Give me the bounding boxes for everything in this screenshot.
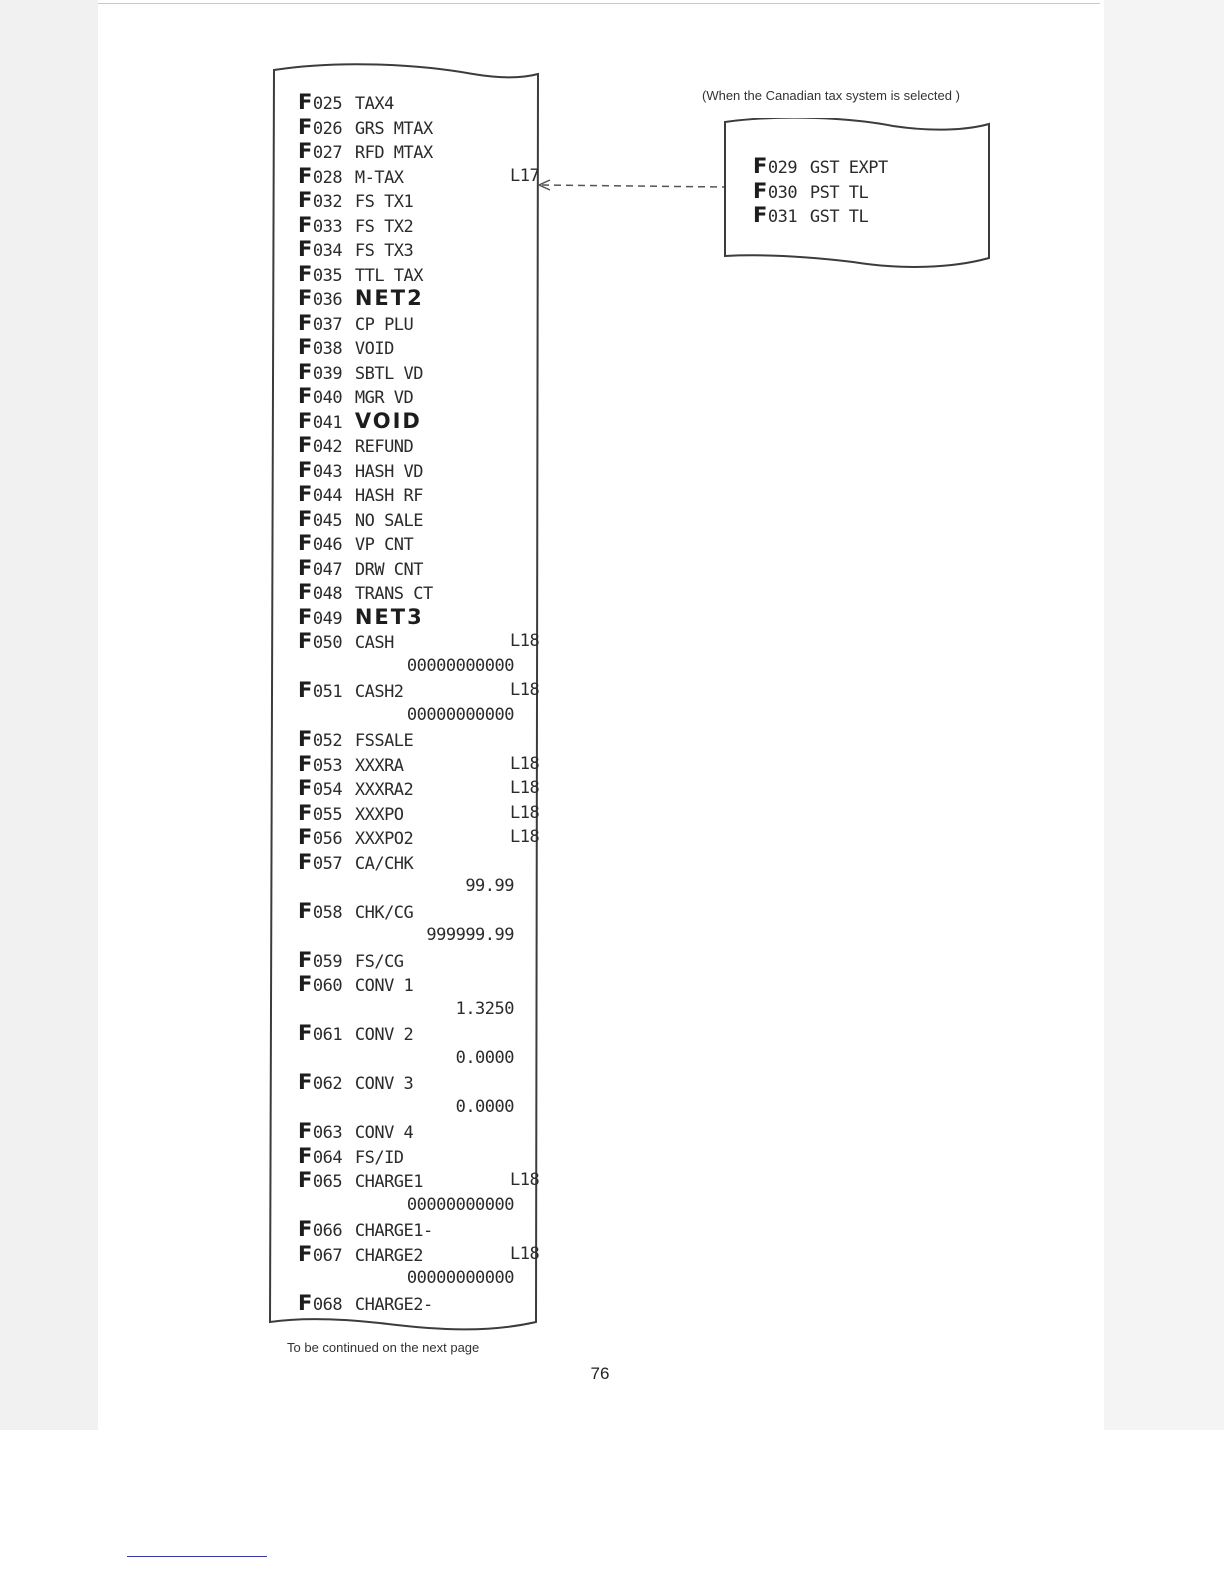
function-label: FS/ID (354, 1147, 404, 1168)
receipt-line (298, 556, 514, 580)
receipt-value-line (298, 923, 514, 947)
function-prefix: F (298, 139, 312, 163)
function-number: 034 (312, 241, 343, 261)
function-label: CHARGE2- (354, 1294, 433, 1315)
function-number: 050 (312, 633, 343, 653)
function-prefix: F (298, 335, 312, 359)
line-code: L18 (510, 778, 540, 798)
receipt-line (298, 409, 514, 433)
line-code: L18 (510, 802, 540, 823)
function-label: DRW CNT (354, 559, 424, 580)
function-prefix: F (298, 751, 312, 776)
receipt-line (298, 433, 514, 457)
function-prefix: F (298, 212, 312, 237)
function-prefix: F (298, 776, 312, 800)
function-prefix: F (298, 531, 312, 555)
function-prefix: F (298, 678, 312, 702)
function-number: 060 (312, 976, 343, 996)
function-number: 056 (312, 829, 343, 849)
function-prefix: F (298, 506, 312, 531)
setting-value: 00000000000 (406, 704, 514, 725)
function-prefix: F (298, 800, 312, 825)
receipt-line (753, 203, 963, 227)
receipt-line (298, 262, 514, 286)
receipt-line (298, 727, 514, 751)
receipt-line (298, 1119, 514, 1143)
function-prefix: F (298, 727, 312, 751)
receipt-line (298, 1144, 514, 1168)
function-number: 039 (312, 363, 343, 384)
function-number: 067 (312, 1245, 343, 1266)
receipt-line (298, 605, 514, 629)
receipt-line (298, 139, 514, 163)
receipt-line (298, 360, 514, 384)
setting-value: 00000000000 (406, 1268, 514, 1288)
function-prefix: F (753, 154, 767, 178)
receipt-line (298, 1070, 514, 1094)
function-prefix: F (298, 261, 312, 286)
receipt-line (298, 1291, 514, 1315)
function-number: 047 (312, 559, 343, 580)
function-number: 062 (312, 1074, 343, 1094)
function-number: 037 (312, 314, 343, 335)
function-number: 057 (312, 853, 343, 874)
function-prefix: F (298, 90, 312, 114)
line-code: L18 (510, 1170, 540, 1190)
receipt-line (298, 458, 514, 482)
function-label: NET2 (354, 286, 424, 310)
function-number: 068 (312, 1294, 343, 1315)
function-prefix: F (298, 898, 312, 923)
function-label: HASH VD (354, 461, 424, 482)
function-label: CONV 3 (354, 1074, 414, 1094)
function-prefix: F (298, 163, 312, 188)
receipt-line (298, 850, 514, 874)
receipt-value-line (298, 654, 514, 678)
canadian-tax-receipt (723, 118, 991, 274)
function-label: FS TX3 (354, 241, 414, 261)
function-label: PST TL (809, 182, 869, 203)
receipt-line (298, 531, 514, 555)
line-code: L18 (510, 827, 540, 847)
function-label: CASH2 (354, 682, 404, 702)
receipt-line (298, 213, 514, 237)
receipt-line (298, 1217, 514, 1241)
function-label: FS/CG (354, 951, 404, 972)
function-prefix: F (298, 188, 312, 212)
function-number: 045 (312, 510, 343, 531)
receipt-line (298, 163, 540, 188)
function-label: RFD MTAX (354, 143, 433, 163)
function-number: 061 (312, 1025, 343, 1045)
function-prefix: F (298, 1290, 312, 1315)
function-number: 055 (312, 804, 343, 825)
function-label: FS TX2 (354, 216, 414, 237)
function-number: 038 (312, 339, 343, 359)
receipt-line (298, 482, 514, 506)
function-label: MGR VD (354, 388, 414, 408)
function-label: CONV 2 (354, 1025, 414, 1045)
function-label: GST TL (809, 207, 869, 227)
bottom-link-rule (127, 1556, 267, 1557)
function-prefix: F (298, 972, 312, 996)
setting-value: 999999.99 (426, 925, 514, 945)
function-label: CHARGE2 (354, 1245, 424, 1266)
function-label: VOID (354, 408, 422, 433)
receipt-line (298, 1021, 514, 1045)
function-label: FS TX1 (354, 192, 414, 212)
setting-value: 0.0000 (455, 1047, 514, 1068)
function-prefix: F (298, 359, 312, 384)
setting-value: 99.99 (465, 876, 514, 896)
function-prefix: F (298, 1143, 312, 1168)
receipt-line (298, 825, 540, 849)
function-prefix: F (298, 1070, 312, 1094)
setting-value: 00000000000 (406, 655, 514, 676)
function-prefix: F (753, 178, 767, 203)
function-number: 036 (312, 290, 343, 310)
function-label: XXXRA (354, 755, 404, 776)
function-label: M-TAX (354, 167, 404, 188)
function-prefix: F (298, 286, 312, 310)
function-prefix: F (298, 604, 312, 629)
function-label: CP PLU (354, 314, 414, 335)
dashed-arrow (536, 170, 726, 200)
function-number: 025 (312, 94, 343, 114)
receipt-value-line (298, 703, 514, 727)
receipt-line (298, 188, 514, 212)
function-prefix: F (298, 849, 312, 874)
function-number: 035 (312, 265, 343, 286)
function-prefix: F (298, 384, 312, 408)
function-number: 058 (312, 902, 343, 923)
function-label: CONV 1 (354, 976, 414, 996)
receipt-line (298, 507, 514, 531)
function-label: CHARGE1- (354, 1221, 433, 1241)
receipt-line (298, 800, 540, 825)
function-number: 063 (312, 1123, 343, 1143)
line-code: L17 (510, 165, 540, 186)
receipt-line (298, 629, 540, 653)
function-number: 044 (312, 486, 343, 506)
function-number: 041 (312, 412, 343, 433)
line-code: L18 (510, 1243, 540, 1264)
function-label: TRANS CT (354, 584, 433, 604)
function-prefix: F (298, 433, 312, 457)
function-label: HASH RF (354, 486, 424, 506)
function-number: 030 (767, 182, 798, 203)
function-number: 054 (312, 780, 343, 800)
scan-margin-right (1104, 0, 1224, 1430)
line-code: L18 (510, 753, 540, 774)
function-prefix: F (298, 555, 312, 580)
receipt-line (298, 899, 514, 923)
function-prefix: F (298, 947, 312, 972)
top-rule (98, 3, 1100, 4)
function-label: NET3 (354, 604, 424, 629)
function-label: XXXPO (354, 804, 404, 825)
receipt-line (298, 580, 514, 604)
function-label: GRS MTAX (354, 118, 433, 139)
receipt-value-line (298, 1046, 514, 1070)
function-number: 031 (767, 207, 798, 227)
receipt-line (298, 948, 514, 972)
function-prefix: F (298, 114, 312, 139)
receipt-line (298, 776, 540, 800)
function-prefix: F (298, 310, 312, 335)
function-prefix: F (298, 482, 312, 506)
function-label: TTL TAX (354, 265, 424, 286)
canadian-tax-caption: (When the Canadian tax system is selected ) (702, 88, 960, 103)
function-prefix: F (298, 629, 312, 653)
function-label: SBTL VD (354, 363, 424, 384)
receipt-value-line (298, 997, 514, 1021)
function-label: VP CNT (354, 535, 414, 555)
function-label: TAX4 (354, 94, 394, 114)
function-number: 040 (312, 388, 343, 408)
scan-margin-left (0, 0, 98, 1430)
receipt-line (298, 678, 540, 702)
function-label: FSSALE (354, 731, 414, 751)
function-prefix: F (298, 1168, 312, 1192)
function-label: XXXRA2 (354, 780, 414, 800)
function-prefix: F (298, 580, 312, 604)
function-number: 048 (312, 584, 343, 604)
function-number: 046 (312, 535, 343, 555)
function-prefix: F (753, 203, 767, 227)
receipt-line (298, 384, 514, 408)
function-label: GST EXPT (809, 158, 888, 178)
function-prefix: F (298, 1021, 312, 1045)
function-prefix: F (298, 457, 312, 482)
setting-value: 00000000000 (406, 1194, 514, 1215)
function-label: VOID (354, 339, 394, 359)
function-number: 065 (312, 1172, 343, 1192)
receipt-value-line (298, 1095, 514, 1119)
receipt-line (298, 335, 514, 359)
function-number: 029 (767, 158, 798, 178)
function-prefix: F (298, 408, 312, 433)
function-prefix: F (298, 1217, 312, 1241)
receipt-value-line (298, 1193, 514, 1217)
receipt-value-line (298, 874, 514, 898)
function-number: 066 (312, 1221, 343, 1241)
receipt-line (298, 237, 514, 261)
function-number: 042 (312, 437, 343, 457)
receipt-line (298, 972, 514, 996)
setting-value: 0.0000 (455, 1096, 514, 1117)
receipt-line (298, 1168, 540, 1192)
function-label: REFUND (354, 437, 414, 457)
function-number: 028 (312, 167, 343, 188)
function-number: 033 (312, 216, 343, 237)
function-number: 049 (312, 608, 343, 629)
function-label: CHARGE1 (354, 1172, 424, 1192)
function-number: 064 (312, 1147, 343, 1168)
function-number: 043 (312, 461, 343, 482)
function-number: 032 (312, 192, 343, 212)
function-prefix: F (298, 825, 312, 849)
function-label: CHK/CG (354, 902, 414, 923)
receipt-line (298, 751, 540, 776)
page-number: 76 (590, 1364, 610, 1383)
function-prefix: F (298, 1241, 312, 1266)
continued-note: To be continued on the next page (287, 1340, 480, 1355)
function-label: XXXPO2 (354, 829, 414, 849)
line-code: L18 (510, 631, 540, 651)
receipt-line (298, 311, 514, 335)
function-label: CA/CHK (354, 853, 414, 874)
receipt-line (753, 179, 963, 203)
function-label: NO SALE (354, 510, 424, 531)
function-number: 059 (312, 951, 343, 972)
function-number: 053 (312, 755, 343, 776)
receipt-line (298, 286, 514, 310)
receipt-value-line (298, 1266, 514, 1290)
setting-value: 1.3250 (455, 998, 514, 1019)
receipt-line (753, 154, 963, 178)
function-number: 027 (312, 143, 343, 163)
function-number: 052 (312, 731, 343, 751)
main-receipt (268, 60, 540, 1335)
receipt-line (298, 115, 514, 139)
function-prefix: F (298, 237, 312, 261)
function-prefix: F (298, 1119, 312, 1143)
function-label: CONV 4 (354, 1123, 414, 1143)
receipt-line (298, 90, 514, 114)
function-number: 026 (312, 118, 343, 139)
function-number: 051 (312, 682, 343, 702)
function-label: CASH (354, 633, 394, 653)
receipt-line (298, 1241, 540, 1266)
line-code: L18 (510, 680, 540, 700)
